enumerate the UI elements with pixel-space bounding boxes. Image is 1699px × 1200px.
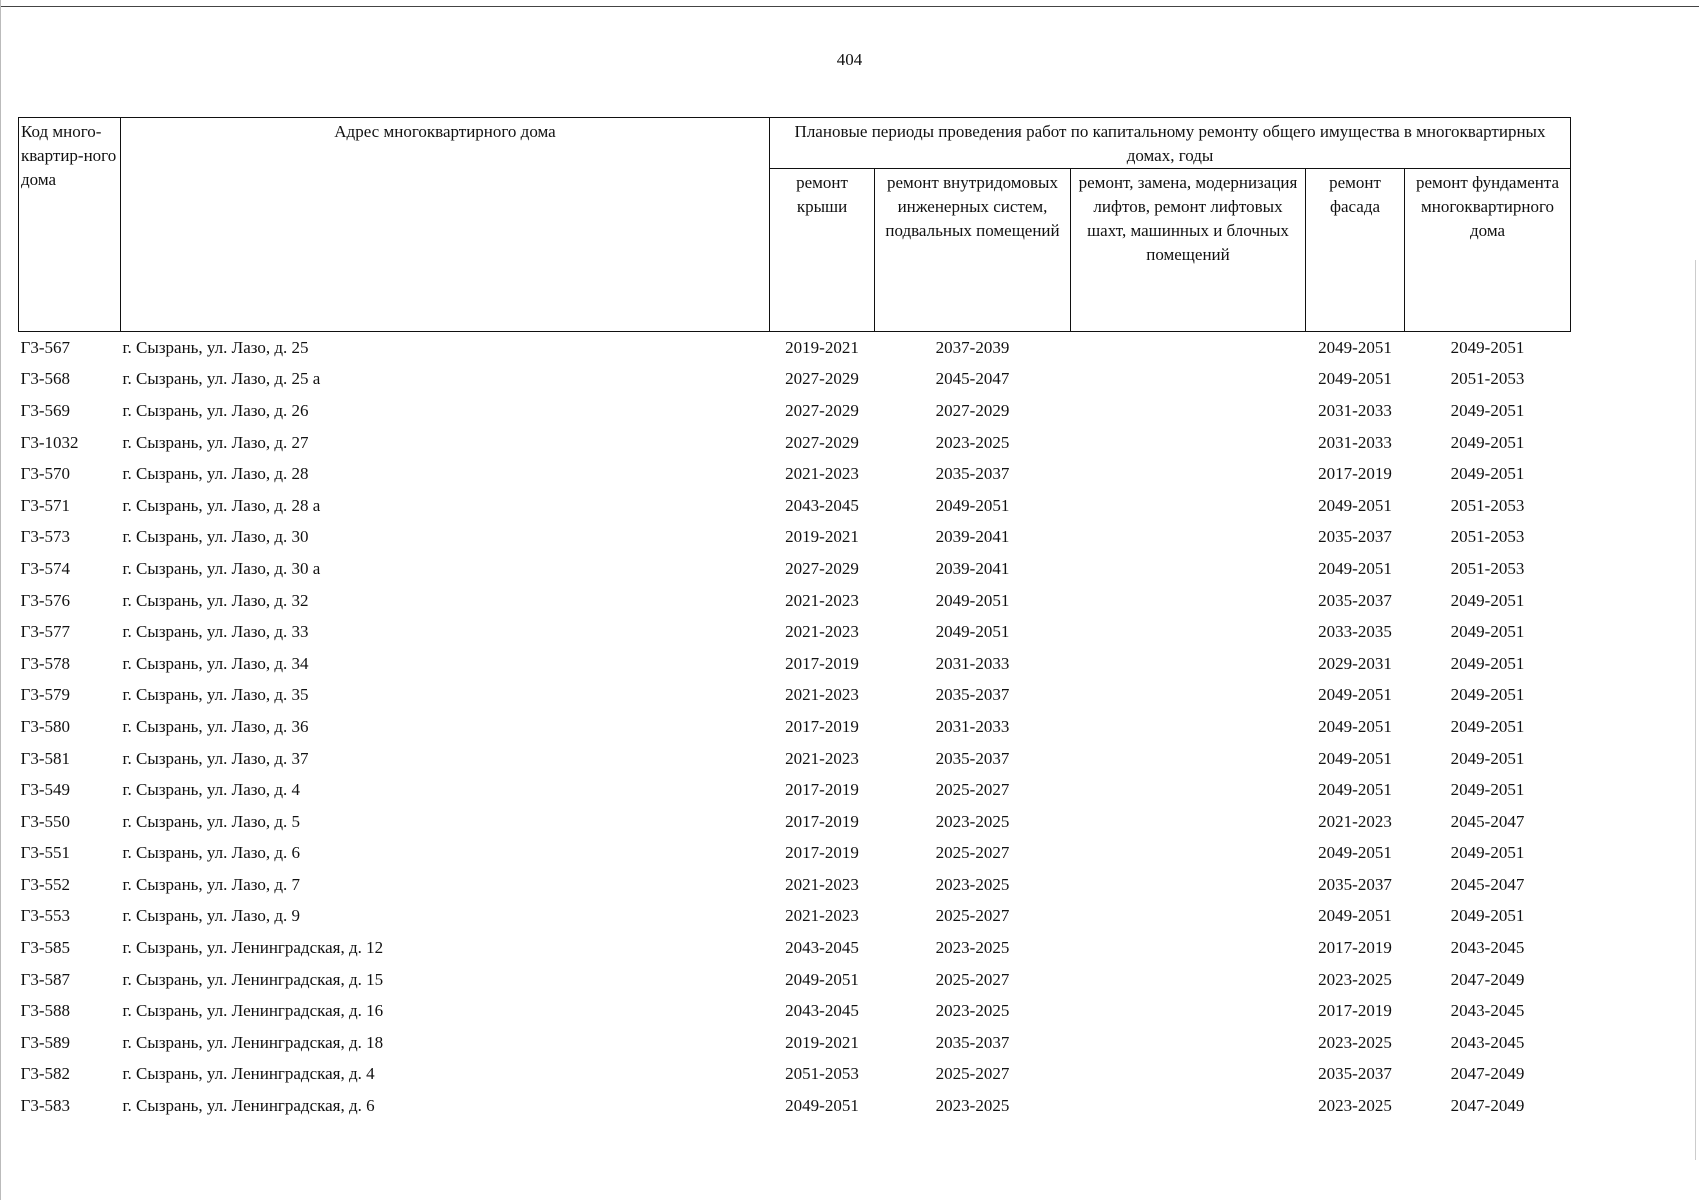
cell-roof: 2019-2021 (785, 527, 859, 547)
table-row (19, 458, 1571, 490)
cell-facade: 2033-2035 (1318, 622, 1392, 642)
cell-address: г. Сызрань, ул. Ленинградская, д. 15 (122, 969, 384, 989)
cell-systems: 2023-2025 (935, 432, 1010, 452)
cell-systems: 2031-2033 (935, 716, 1010, 736)
cell-foundation: 2051-2053 (1450, 558, 1525, 578)
cell-foundation: 2049-2051 (1450, 337, 1525, 357)
cell-facade: 2029-2031 (1318, 653, 1392, 673)
cell-code: Г3-549 (20, 780, 70, 800)
cell-foundation: 2051-2053 (1450, 369, 1525, 389)
cell-roof: 2043-2045 (785, 938, 859, 958)
cell-foundation: 2045-2047 (1450, 811, 1525, 831)
cell-foundation: 2047-2049 (1450, 969, 1525, 989)
cell-systems: 2025-2027 (935, 906, 1010, 926)
cell-systems: 2039-2041 (935, 558, 1010, 578)
table-row (19, 932, 1571, 964)
table-row (19, 616, 1571, 648)
table-row (19, 743, 1571, 775)
header-periods: Плановые периоды проведения работ по капитальному ремонту общего имущества в многоквартирных домах, годы (770, 118, 1571, 169)
table-row (19, 332, 1571, 364)
repair-schedule-table (18, 117, 1571, 1122)
cell-elevators (1071, 458, 1306, 490)
cell-address: г. Сызрань, ул. Лазо, д. 25 (122, 337, 309, 357)
cell-facade: 2049-2051 (1318, 369, 1392, 389)
cell-address: г. Сызрань, ул. Лазо, д. 28 (122, 464, 309, 484)
table-row (19, 711, 1571, 743)
cell-address: г. Сызрань, ул. Лазо, д. 28 а (122, 495, 321, 515)
cell-foundation: 2049-2051 (1450, 622, 1525, 642)
cell-elevators (1071, 490, 1306, 522)
cell-foundation: 2049-2051 (1450, 590, 1525, 610)
cell-facade: 2031-2033 (1318, 400, 1392, 420)
cell-roof: 2043-2045 (785, 495, 859, 515)
cell-address: г. Сызрань, ул. Ленинградская, д. 4 (122, 1064, 375, 1084)
scan-border-right (1695, 260, 1696, 1160)
cell-code: Г3-587 (20, 969, 70, 989)
cell-systems: 2049-2051 (935, 495, 1010, 515)
cell-elevators (1071, 585, 1306, 617)
cell-address: г. Сызрань, ул. Лазо, д. 35 (122, 685, 309, 705)
cell-roof: 2027-2029 (785, 400, 859, 420)
page-number: 404 (836, 50, 863, 69)
cell-elevators (1071, 743, 1306, 775)
cell-elevators (1071, 427, 1306, 459)
cell-roof: 2021-2023 (785, 590, 859, 610)
cell-code: Г3-553 (20, 906, 70, 926)
cell-code: Г3-1032 (20, 432, 79, 452)
cell-roof: 2017-2019 (785, 653, 859, 673)
cell-systems: 2023-2025 (935, 874, 1010, 894)
cell-facade: 2049-2051 (1318, 716, 1392, 736)
cell-foundation: 2047-2049 (1450, 1064, 1525, 1084)
cell-elevators (1071, 711, 1306, 743)
cell-address: г. Сызрань, ул. Лазо, д. 37 (122, 748, 309, 768)
cell-roof: 2021-2023 (785, 874, 859, 894)
cell-address: г. Сызрань, ул. Лазо, д. 25 а (122, 369, 321, 389)
table-row (19, 838, 1571, 870)
table-row (19, 553, 1571, 585)
cell-foundation: 2049-2051 (1450, 653, 1525, 673)
cell-foundation: 2049-2051 (1450, 716, 1525, 736)
cell-facade: 2035-2037 (1318, 527, 1392, 547)
cell-roof: 2021-2023 (785, 685, 859, 705)
cell-roof: 2027-2029 (785, 432, 859, 452)
cell-address: г. Сызрань, ул. Лазо, д. 6 (122, 843, 301, 863)
scan-border-top (0, 6, 1699, 7)
cell-code: Г3-581 (20, 748, 70, 768)
cell-address: г. Сызрань, ул. Ленинградская, д. 6 (122, 1096, 375, 1116)
cell-foundation: 2049-2051 (1450, 843, 1525, 863)
header-systems: ремонт внутридомовых инженерных систем, подвальных помещений (875, 169, 1071, 332)
cell-code: Г3-568 (20, 369, 70, 389)
cell-code: Г3-589 (20, 1032, 70, 1052)
table-row (19, 995, 1571, 1027)
cell-roof: 2027-2029 (785, 558, 859, 578)
cell-code: Г3-567 (20, 337, 70, 357)
cell-foundation: 2049-2051 (1450, 685, 1525, 705)
cell-roof: 2027-2029 (785, 369, 859, 389)
cell-elevators (1071, 995, 1306, 1027)
cell-elevators (1071, 932, 1306, 964)
cell-code: Г3-573 (20, 527, 70, 547)
cell-roof: 2021-2023 (785, 906, 859, 926)
table-row (19, 774, 1571, 806)
cell-systems: 2049-2051 (935, 590, 1010, 610)
cell-systems: 2027-2029 (935, 400, 1010, 420)
cell-elevators (1071, 616, 1306, 648)
cell-elevators (1071, 680, 1306, 712)
cell-facade: 2035-2037 (1318, 1064, 1392, 1084)
cell-roof: 2019-2021 (785, 1032, 859, 1052)
table-row (19, 427, 1571, 459)
cell-address: г. Сызрань, ул. Лазо, д. 36 (122, 716, 309, 736)
cell-facade: 2049-2051 (1318, 906, 1392, 926)
cell-address: г. Сызрань, ул. Лазо, д. 30 а (122, 558, 321, 578)
cell-facade: 2021-2023 (1318, 811, 1392, 831)
cell-address: г. Сызрань, ул. Лазо, д. 26 (122, 400, 309, 420)
cell-facade: 2023-2025 (1318, 1032, 1392, 1052)
cell-elevators (1071, 395, 1306, 427)
cell-elevators (1071, 332, 1306, 364)
cell-code: Г3-578 (20, 653, 70, 673)
cell-code: Г3-552 (20, 874, 70, 894)
table-row (19, 964, 1571, 996)
cell-foundation: 2049-2051 (1450, 780, 1525, 800)
cell-systems: 2035-2037 (935, 1032, 1010, 1052)
cell-facade: 2049-2051 (1318, 843, 1392, 863)
table-row (19, 1027, 1571, 1059)
cell-facade: 2023-2025 (1318, 969, 1392, 989)
cell-systems: 2025-2027 (935, 843, 1010, 863)
cell-elevators (1071, 838, 1306, 870)
cell-systems: 2023-2025 (935, 1096, 1010, 1116)
header-foundation: ремонт фундамента многоквартирного дома (1405, 169, 1571, 332)
table-row (19, 1090, 1571, 1122)
cell-systems: 2023-2025 (935, 1001, 1010, 1021)
cell-code: Г3-571 (20, 495, 70, 515)
cell-address: г. Сызрань, ул. Ленинградская, д. 18 (122, 1032, 384, 1052)
header-roof: ремонт крыши (770, 169, 875, 332)
cell-systems: 2035-2037 (935, 685, 1010, 705)
header-code: Код много-квартир-ного дома (19, 118, 121, 332)
cell-systems: 2035-2037 (935, 748, 1010, 768)
cell-address: г. Сызрань, ул. Лазо, д. 4 (122, 780, 301, 800)
table-body (19, 332, 1571, 1122)
cell-address: г. Сызрань, ул. Лазо, д. 27 (122, 432, 309, 452)
cell-systems: 2049-2051 (935, 622, 1010, 642)
cell-facade: 2049-2051 (1318, 780, 1392, 800)
cell-systems: 2039-2041 (935, 527, 1010, 547)
cell-facade: 2035-2037 (1318, 874, 1392, 894)
cell-code: Г3-570 (20, 464, 70, 484)
cell-systems: 2025-2027 (935, 1064, 1010, 1084)
table-row (19, 869, 1571, 901)
cell-address: г. Сызрань, ул. Лазо, д. 32 (122, 590, 309, 610)
cell-elevators (1071, 364, 1306, 396)
header-facade: ремонт фасада (1306, 169, 1405, 332)
cell-foundation: 2051-2053 (1450, 527, 1525, 547)
cell-foundation: 2049-2051 (1450, 432, 1525, 452)
cell-address: г. Сызрань, ул. Лазо, д. 30 (122, 527, 309, 547)
cell-foundation: 2043-2045 (1450, 938, 1525, 958)
cell-foundation: 2043-2045 (1450, 1032, 1525, 1052)
cell-code: Г3-583 (20, 1096, 70, 1116)
cell-systems: 2025-2027 (935, 780, 1010, 800)
cell-code: Г3-585 (20, 938, 70, 958)
cell-elevators (1071, 964, 1306, 996)
table-row (19, 522, 1571, 554)
cell-roof: 2021-2023 (785, 622, 859, 642)
cell-elevators (1071, 901, 1306, 933)
cell-code: Г3-574 (20, 558, 70, 578)
cell-foundation: 2049-2051 (1450, 748, 1525, 768)
cell-systems: 2045-2047 (935, 369, 1010, 389)
cell-facade: 2017-2019 (1318, 938, 1392, 958)
cell-roof: 2021-2023 (785, 748, 859, 768)
cell-code: Г3-569 (20, 400, 70, 420)
cell-address: г. Сызрань, ул. Лазо, д. 34 (122, 653, 309, 673)
cell-code: Г3-579 (20, 685, 70, 705)
header-elevators: ремонт, замена, модернизация лифтов, ремонт лифтовых шахт, машинных и блочных помещений (1071, 169, 1306, 332)
table-row (19, 1059, 1571, 1091)
cell-code: Г3-551 (20, 843, 70, 863)
cell-roof: 2017-2019 (785, 780, 859, 800)
cell-roof: 2017-2019 (785, 716, 859, 736)
cell-elevators (1071, 553, 1306, 585)
cell-code: Г3-588 (20, 1001, 70, 1021)
table-row (19, 364, 1571, 396)
table-row (19, 680, 1571, 712)
cell-address: г. Сызрань, ул. Лазо, д. 5 (122, 811, 301, 831)
cell-roof: 2049-2051 (785, 969, 859, 989)
cell-elevators (1071, 869, 1306, 901)
cell-foundation: 2049-2051 (1450, 464, 1525, 484)
cell-facade: 2035-2037 (1318, 590, 1392, 610)
cell-roof: 2019-2021 (785, 337, 859, 357)
cell-facade: 2049-2051 (1318, 495, 1392, 515)
cell-systems: 2035-2037 (935, 464, 1010, 484)
table-row (19, 585, 1571, 617)
cell-roof: 2021-2023 (785, 464, 859, 484)
header-address: Адрес многоквартирного дома (121, 118, 770, 332)
table-row (19, 490, 1571, 522)
table-row (19, 901, 1571, 933)
cell-code: Г3-580 (20, 716, 70, 736)
cell-roof: 2043-2045 (785, 1001, 859, 1021)
table-row (19, 806, 1571, 838)
cell-facade: 2049-2051 (1318, 748, 1392, 768)
cell-roof: 2017-2019 (785, 843, 859, 863)
cell-elevators (1071, 774, 1306, 806)
cell-foundation: 2051-2053 (1450, 495, 1525, 515)
cell-foundation: 2047-2049 (1450, 1096, 1525, 1116)
cell-facade: 2017-2019 (1318, 464, 1392, 484)
cell-systems: 2023-2025 (935, 938, 1010, 958)
cell-elevators (1071, 1090, 1306, 1122)
cell-address: г. Сызрань, ул. Лазо, д. 33 (122, 622, 309, 642)
cell-address: г. Сызрань, ул. Ленинградская, д. 12 (122, 938, 384, 958)
cell-address: г. Сызрань, ул. Ленинградская, д. 16 (122, 1001, 384, 1021)
cell-elevators (1071, 648, 1306, 680)
cell-address: г. Сызрань, ул. Лазо, д. 7 (122, 874, 301, 894)
scan-border-left (0, 0, 1, 1200)
cell-facade: 2031-2033 (1318, 432, 1392, 452)
cell-elevators (1071, 1027, 1306, 1059)
cell-foundation: 2045-2047 (1450, 874, 1525, 894)
cell-elevators (1071, 806, 1306, 838)
cell-code: Г3-577 (20, 622, 70, 642)
cell-systems: 2037-2039 (935, 337, 1010, 357)
cell-code: Г3-576 (20, 590, 70, 610)
cell-foundation: 2049-2051 (1450, 906, 1525, 926)
cell-elevators (1071, 1059, 1306, 1091)
table-row (19, 648, 1571, 680)
cell-facade: 2049-2051 (1318, 685, 1392, 705)
cell-foundation: 2043-2045 (1450, 1001, 1525, 1021)
cell-address: г. Сызрань, ул. Лазо, д. 9 (122, 906, 301, 926)
cell-roof: 2051-2053 (785, 1064, 859, 1084)
cell-foundation: 2049-2051 (1450, 400, 1525, 420)
table-row (19, 395, 1571, 427)
cell-facade: 2017-2019 (1318, 1001, 1392, 1021)
cell-elevators (1071, 522, 1306, 554)
cell-systems: 2023-2025 (935, 811, 1010, 831)
cell-roof: 2049-2051 (785, 1096, 859, 1116)
cell-roof: 2017-2019 (785, 811, 859, 831)
cell-code: Г3-582 (20, 1064, 70, 1084)
cell-code: Г3-550 (20, 811, 70, 831)
cell-systems: 2025-2027 (935, 969, 1010, 989)
cell-systems: 2031-2033 (935, 653, 1010, 673)
cell-facade: 2049-2051 (1318, 337, 1392, 357)
cell-facade: 2049-2051 (1318, 558, 1392, 578)
cell-facade: 2023-2025 (1318, 1096, 1392, 1116)
